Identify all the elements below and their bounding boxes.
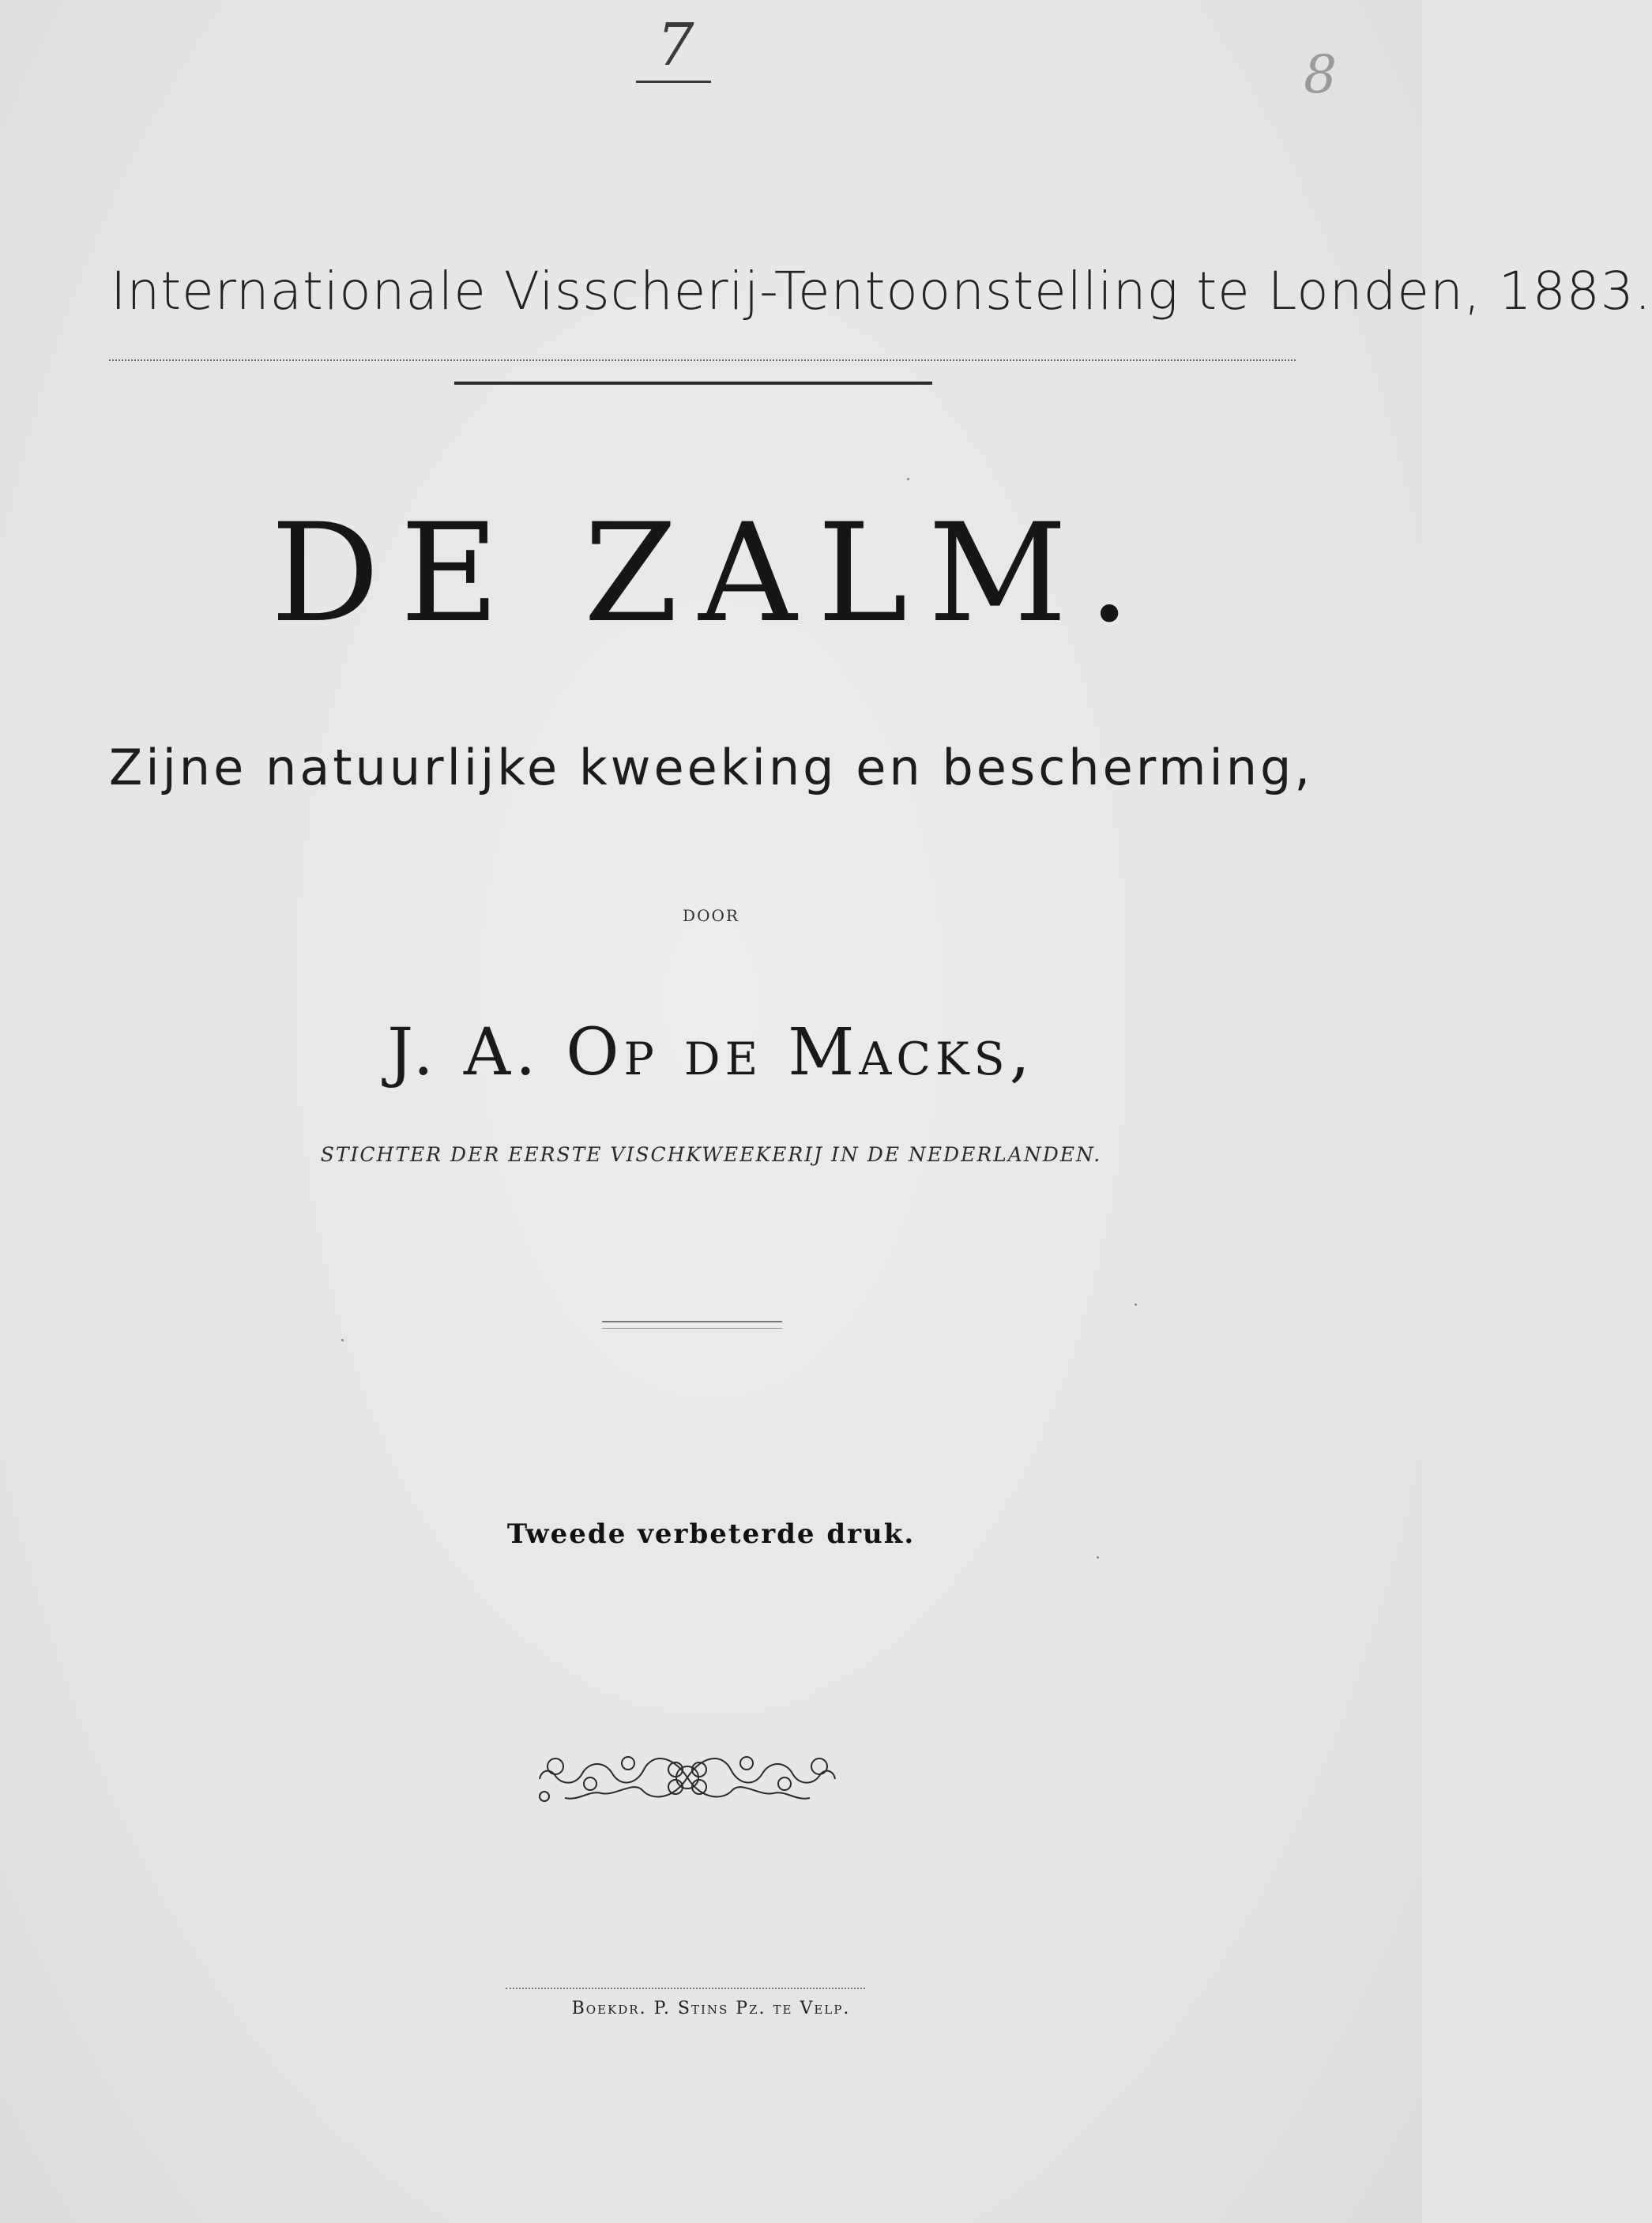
solid-rule <box>454 382 932 385</box>
paper-speck <box>341 1339 344 1341</box>
separator-rule-thin <box>602 1328 782 1329</box>
paper-speck <box>1097 1556 1099 1559</box>
author-description: STICHTER DER EERSTE VISCHKWEEKERIJ IN DE NEDERLANDEN. <box>320 1143 1102 1166</box>
dotted-rule <box>109 359 1296 361</box>
paper-speck <box>907 478 909 480</box>
separator-rule <box>602 1321 782 1322</box>
book-subtitle: Zijne natuurlijke kweeking en bescherming, <box>108 739 1314 796</box>
printer-imprint: Boekdr. P. Stins Pz. te Velp. <box>571 1999 851 2018</box>
exhibition-heading: Internationale Visscherij-Tentoonstelling te Londen, 1883. <box>111 261 1652 322</box>
handwritten-page-number: 7 <box>657 11 694 79</box>
pencil-page-number: 8 <box>1304 44 1337 105</box>
edition-note: Tweede verbeterde druk. <box>506 1518 916 1550</box>
by-label: DOOR <box>683 906 739 925</box>
paper-speck <box>1135 1303 1137 1306</box>
handwritten-underline <box>636 81 711 83</box>
floral-scroll-ornament-icon <box>533 1738 841 1817</box>
printer-dotted-rule <box>506 1988 865 1989</box>
book-title: DE ZALM. <box>270 494 1152 653</box>
author-name: J. A. Op de Macks, <box>387 1015 1035 1090</box>
